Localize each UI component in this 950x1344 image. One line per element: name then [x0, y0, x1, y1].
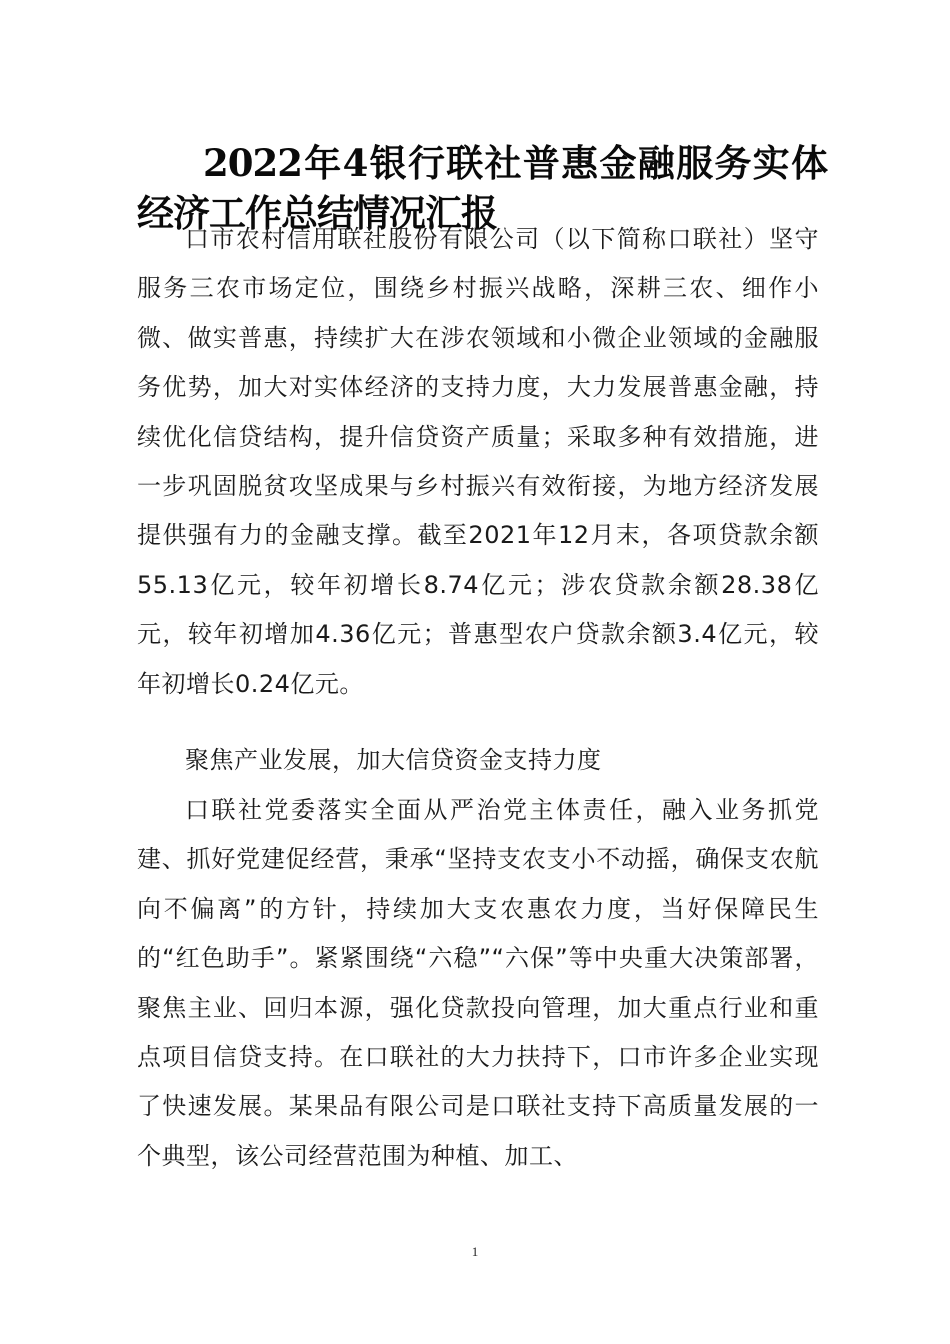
- document-title: 2022年4银行联社普惠金融服务实体经济工作总结情况汇报: [137, 141, 827, 235]
- paragraph-intro: 口市农村信用联社股份有限公司（以下简称口联社）坚守服务三农市场定位，围绕乡村振兴战略，深耕三农、细作小微、做实普惠，持续扩大在涉农领域和小微企业领域的金融服务优势，加大对实体经济的支持力度，大力发展普惠金融，持续优化信贷结构，提升信贷资产质量；采取多种有效措施，进一步巩固脱贫攻坚成果与乡村振兴有效衔接，为地方经济发展提供强有力的金融支撑。截至2021年12月末，各项贷款余额55.13亿元，较年初增长8.74亿元；涉农贷款余额28.38亿元，较年初增加4.36亿元；普惠型农户贷款余额3.4亿元，较年初增长0.24亿元。: [137, 225, 819, 698]
- page-number: 1: [471, 1244, 479, 1259]
- section-heading: 聚焦产业发展，加大信贷资金支持力度: [185, 746, 602, 774]
- paragraph-party-committee: 口联社党委落实全面从严治党主体责任，融入业务抓党建、抓好党建促经营，秉承“坚持支农支小不动摇，确保支农航向不偏离”的方针，持续加大支农惠农力度，当好保障民生的“红色助手”。紧紧围绕“六稳”“六保”等中央重大决策部署，聚焦主业、回归本源，强化贷款投向管理，加大重点行业和重点项目信贷支持。在口联社的大力扶持下，口市许多企业实现了快速发展。某果品有限公司是口联社支持下高质量发展的一个典型，该公司经营范围为种植、加工、: [137, 796, 819, 1170]
